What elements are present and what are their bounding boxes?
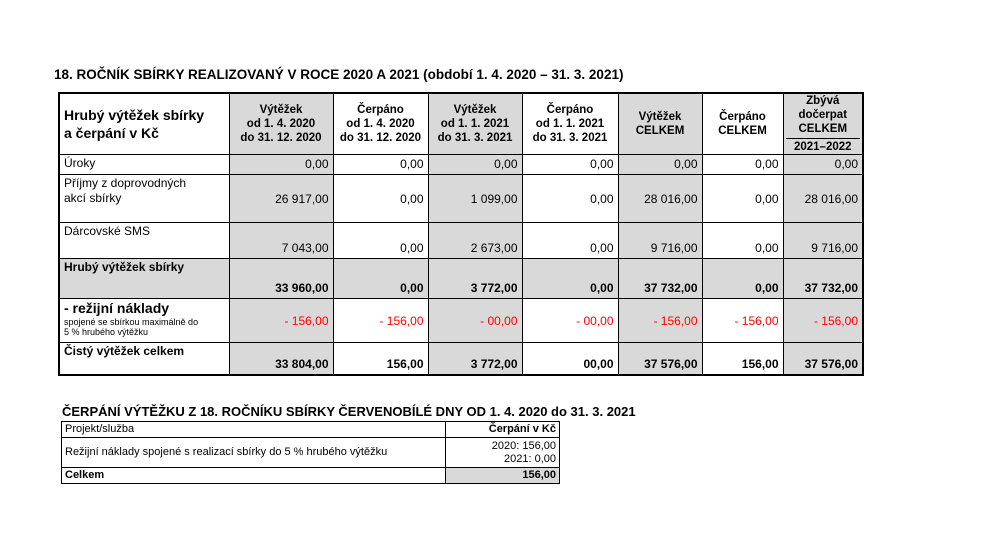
row-label: Dárcovské SMS	[59, 223, 229, 259]
cell: 156,00	[333, 343, 428, 375]
cell: 33 804,00	[229, 343, 333, 375]
row-label-main: - režijní náklady	[64, 300, 170, 316]
table-row-net-total	[59, 343, 863, 375]
cell: 0,00	[702, 259, 783, 299]
cell: 0,00	[522, 223, 618, 259]
header-line: od 1. 1. 2021	[535, 118, 605, 130]
cell: 00,00	[522, 343, 618, 375]
cell: 9 716,00	[618, 223, 702, 259]
section-title: ČERPÁNÍ VÝTĚŽKU Z 18. ROČNÍKU SBÍRKY ČERVENOBÍLÉ DNY OD 1. 4. 2020 do 31. 3. 2021	[62, 404, 636, 419]
row-label	[59, 299, 229, 343]
cell: - 156,00	[229, 299, 333, 343]
cell: 2 673,00	[428, 223, 522, 259]
header-line: do 31. 3. 2021	[437, 132, 513, 144]
row-label: Režijní náklady spojené s realizací sbírky do 5 % hrubého výtěžku	[62, 438, 446, 468]
cell: 0,00	[522, 259, 618, 299]
cell: - 156,00	[333, 299, 428, 343]
header-corner-line: Hrubý výtěžek sbírky	[64, 107, 205, 123]
cell: 0,00	[618, 155, 702, 175]
row-label-line: akcí sbírky	[64, 191, 122, 205]
header-col-7	[783, 93, 863, 155]
row-label	[59, 175, 229, 223]
cell: 156,00	[702, 343, 783, 375]
row-label: Úroky	[59, 155, 229, 175]
cell: 28 016,00	[783, 175, 863, 223]
row-label-sub: 5 % hrubého výtěžku	[64, 327, 149, 337]
cell: 37 732,00	[618, 259, 702, 299]
header-line: od 1. 1. 2021	[440, 118, 510, 130]
cell: 156,00	[446, 468, 560, 484]
cell: 0,00	[229, 155, 333, 175]
cell	[333, 259, 428, 299]
cell: 37 732,00	[783, 259, 863, 299]
table-row-gross-total	[59, 259, 863, 299]
cell: 0,00	[428, 155, 522, 175]
header-line: do 31. 12. 2020	[339, 132, 422, 144]
header-line: do 31. 12. 2020	[240, 132, 322, 144]
cell: 0,00	[702, 155, 783, 175]
cell: 0,00	[702, 175, 783, 223]
header-cell: Čerpání v Kč	[446, 422, 560, 438]
table-row-total	[62, 468, 560, 484]
header-line: Čerpáno	[546, 104, 594, 116]
header-line: Výtěžek	[259, 104, 303, 116]
header-col-3	[428, 93, 522, 155]
cell-line: 2020: 156,00	[491, 439, 556, 452]
table-header-row	[62, 422, 560, 438]
cell: 0,00	[702, 223, 783, 259]
cell: 1 099,00	[428, 175, 522, 223]
cell: - 156,00	[783, 299, 863, 343]
header-line: Výtěžek	[638, 111, 682, 123]
cell: 0,00	[522, 175, 618, 223]
cell: - 156,00	[702, 299, 783, 343]
header-line: 2021–2022	[786, 138, 861, 154]
table-row	[59, 223, 863, 259]
header-col-1	[229, 93, 333, 155]
spending-table	[61, 421, 560, 484]
header-corner	[59, 93, 229, 155]
header-col-2	[333, 93, 428, 155]
header-col-5	[618, 93, 702, 155]
cell: 0,00	[333, 223, 428, 259]
cell: 9 716,00	[783, 223, 863, 259]
cell: - 00,00	[522, 299, 618, 343]
cell: 3 772,00	[428, 343, 522, 375]
header-line: do 31. 3. 2021	[532, 132, 608, 144]
header-line: CELKEM	[718, 125, 767, 137]
cell: 0,00	[522, 155, 618, 175]
cell	[446, 438, 560, 468]
header-line: CELKEM	[798, 123, 848, 135]
cell-line: 2021: 0,00	[504, 452, 556, 465]
header-col-6	[702, 93, 783, 155]
header-line: Zbývá	[806, 95, 840, 107]
header-line: CELKEM	[635, 125, 685, 137]
cell: 0,00	[333, 175, 428, 223]
header-line: dočerpat	[798, 109, 848, 121]
header-corner-line: a čerpání v Kč	[64, 125, 159, 141]
header-line: Čerpáno	[357, 104, 404, 116]
cell: 26 917,00	[229, 175, 333, 223]
cell: 28 016,00	[618, 175, 702, 223]
header-line: od 1. 4. 2020	[346, 118, 415, 130]
cell: 33 960,00	[229, 259, 333, 299]
header-col-4	[522, 93, 618, 155]
header-line: Čerpáno	[719, 111, 766, 123]
cell: 37 576,00	[618, 343, 702, 375]
table-row-overhead	[59, 299, 863, 343]
summary-table	[58, 92, 864, 376]
cell: 0,00	[333, 155, 428, 175]
row-label: Čistý výtěžek celkem	[59, 343, 229, 375]
table-row	[59, 155, 863, 175]
cell: - 156,00	[618, 299, 702, 343]
cell: 3 772,00	[428, 259, 522, 299]
header-line: Výtěžek	[453, 104, 497, 116]
cell: - 00,00	[428, 299, 522, 343]
cell: 37 576,00	[783, 343, 863, 375]
row-label-sub: spojené se sbírkou maximálně do	[64, 317, 199, 327]
row-label: Hrubý výtěžek sbírky	[59, 259, 229, 299]
table-row	[62, 438, 560, 468]
row-label: Celkem	[62, 468, 446, 484]
cell: 7 043,00	[229, 223, 333, 259]
row-label-line: Příjmy z doprovodných	[64, 176, 187, 190]
table-header-row	[59, 93, 863, 155]
table-row	[59, 175, 863, 223]
header-line: od 1. 4. 2020	[246, 118, 316, 130]
header-cell: Projekt/služba	[62, 422, 446, 438]
cell: 0,00	[783, 155, 863, 175]
page-title: 18. ROČNÍK SBÍRKY REALIZOVANÝ V ROCE 2020 A 2021 (období 1. 4. 2020 – 31. 3. 2021)	[54, 67, 624, 82]
cell-value: 0,00	[400, 281, 424, 295]
